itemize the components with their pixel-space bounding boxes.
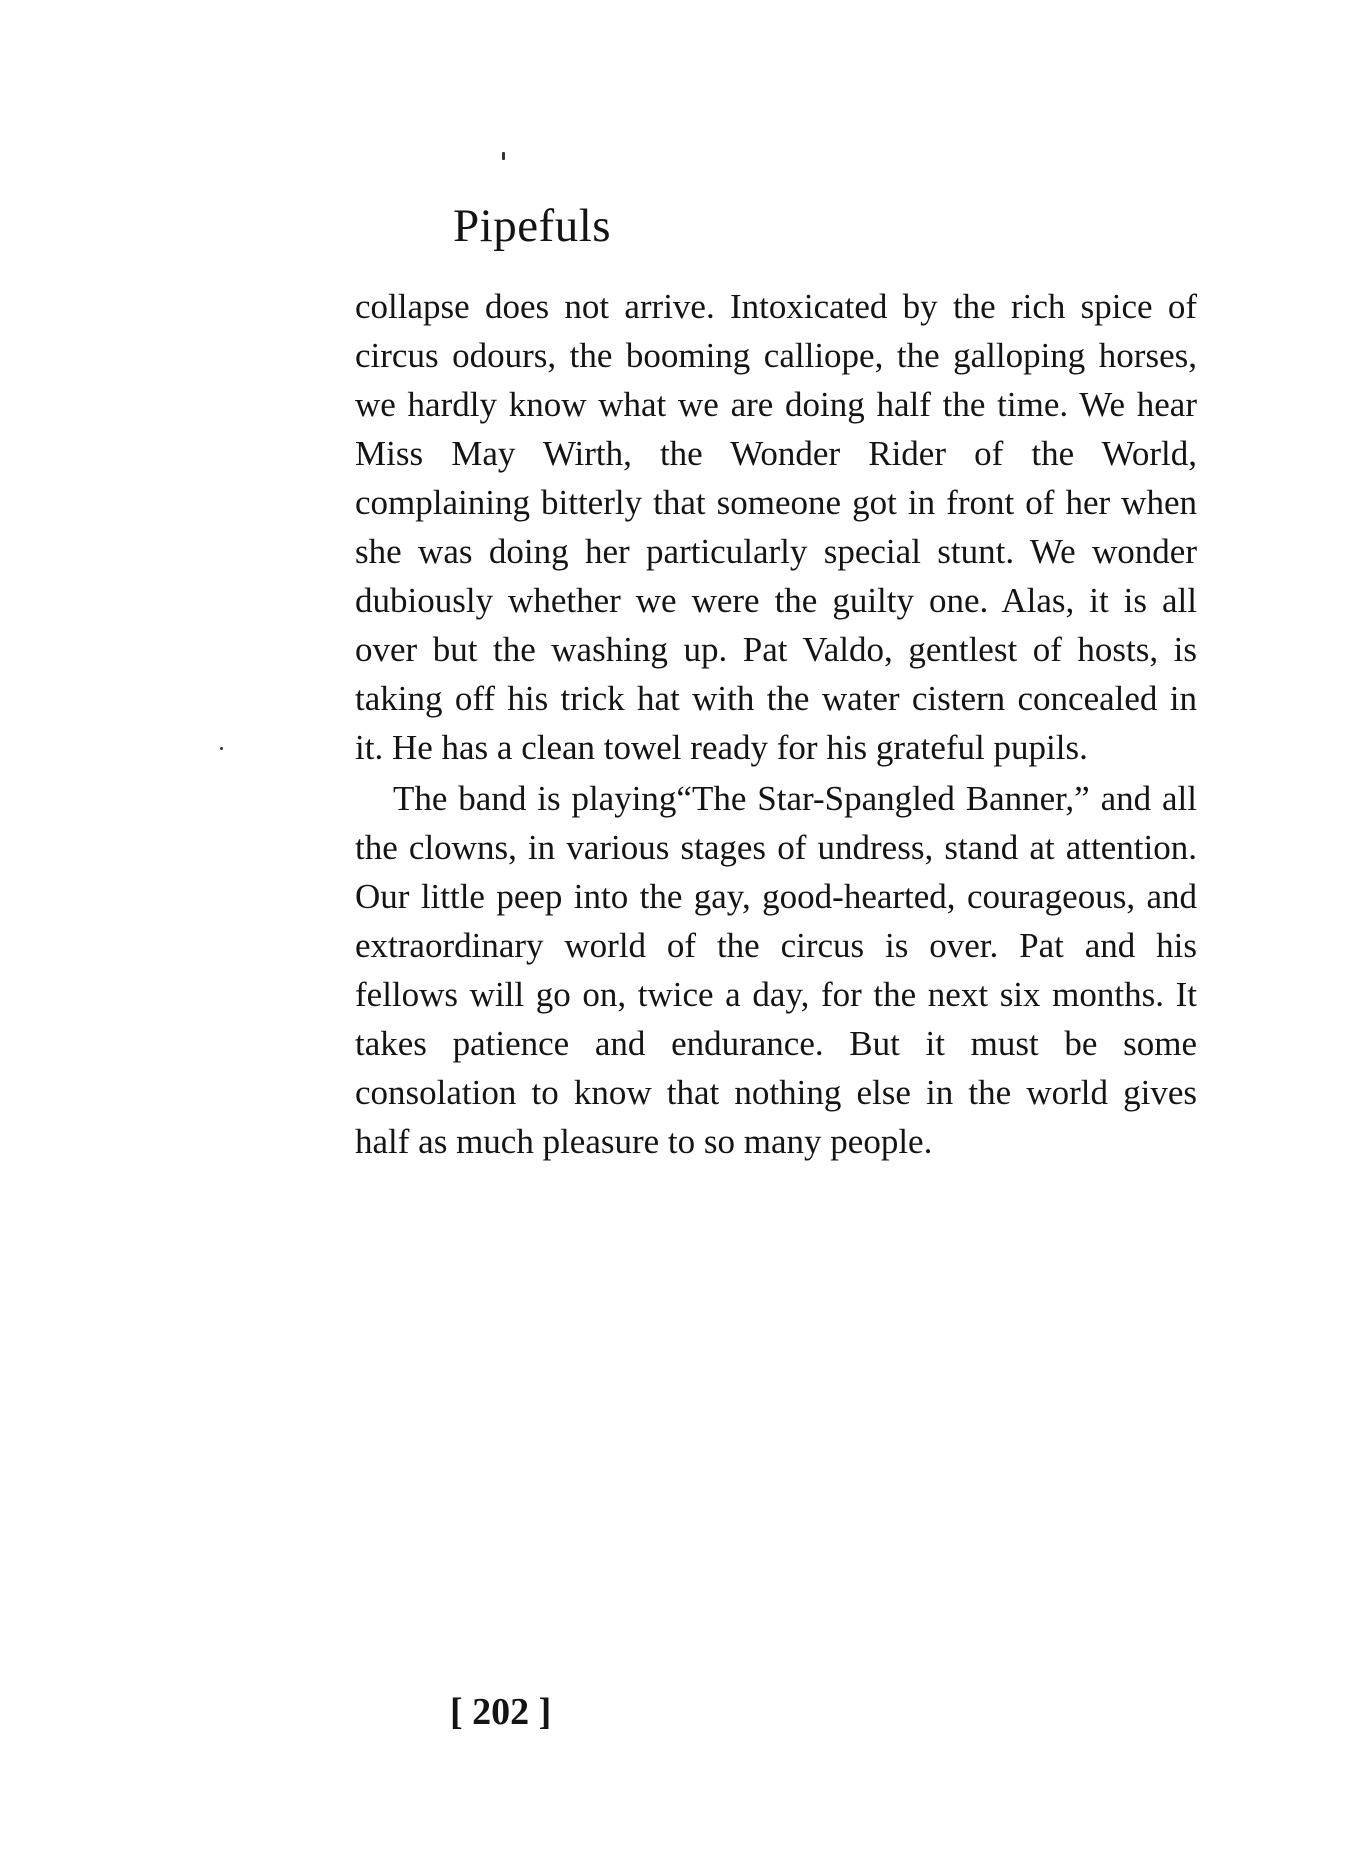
body-text [355,282,1197,1166]
running-head: Pipefuls [453,200,612,252]
scan-speck [220,747,223,750]
scan-speck [502,152,505,160]
page-number: [ 202 ] [450,1691,552,1733]
paragraph-1: collapse does not arrive. Intoxicated by the rich spice of circus odours, the booming calliope, the galloping horses, we hardly know what we are doing half the time. We hear Miss May Wirth, the Wonder Rider of the World, complaining bitterly that someone got in front of her when she was doing her particularly special stunt. We wonder dubiously whether we were the guilty one. Alas, it is all over but the washing up. Pat Valdo, gentlest of hosts, is taking off his trick hat with the water cistern concealed in it. He has a clean towel ready for his grateful pupils. [355,287,1197,767]
paragraph-2: The band is playing“The Star-Spangled Banner,” and all the clowns, in various stages of undress, stand at attention. Our little peep into the gay, good-hearted, courageous, and extraordinary world of the circus is over. Pat and his fellows will go on, twice a day, for the next six months. It takes patience and endurance. But it must be some consolation to know that nothing else in the world gives half as much pleasure to so many people. [355,779,1197,1161]
